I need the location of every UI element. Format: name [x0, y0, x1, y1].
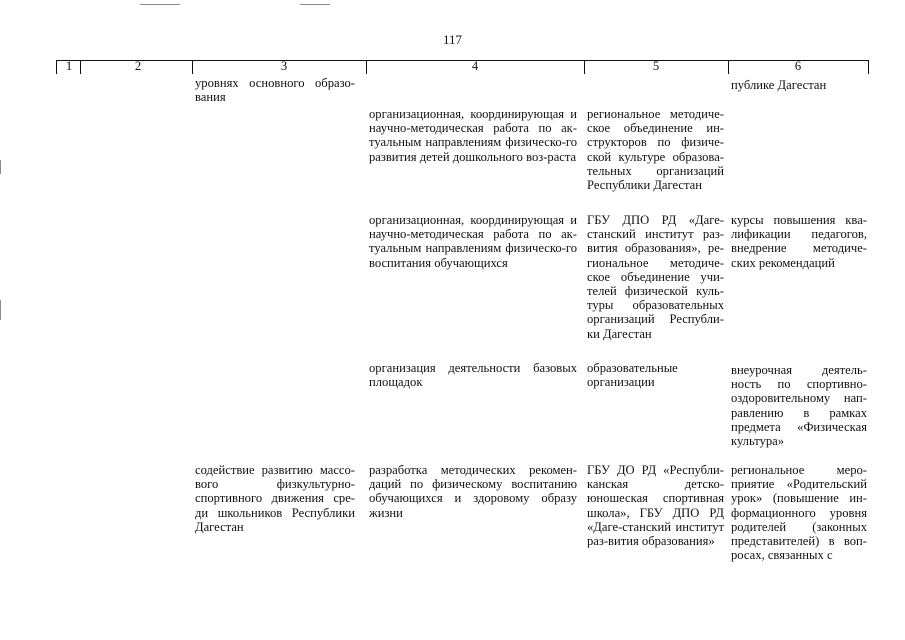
scan-artifact: [0, 160, 1, 174]
cell-activity: организационная, координирующая и научно-методическая работа по ак-туальным направлениям физическо-го воспитания обучающихся: [369, 213, 577, 270]
cell-result: публике Дагестан: [731, 78, 827, 92]
column-number-3: 3: [280, 59, 288, 73]
cell-executor: региональное методиче-ское объединение ин-структоров по физиче-ской культуре образова-тельных организаций Республики Дагестан: [587, 107, 724, 193]
column-number-1: 1: [65, 59, 73, 73]
cell-direction: уровнях основного образо-вания: [195, 76, 355, 105]
cell-executor: ГБУ ДПО РД «Даге-станский институт раз-вития образования», ре-гиональное методиче-ское объединение учи-телей физической куль-туры образовательных организаций Республи-ки Дагестан: [587, 213, 724, 341]
cell-direction: содействие развитию массо-вого физкультурно-спортивного движения сре-ди школьников Республики Дагестан: [195, 463, 355, 534]
scan-artifact: [0, 300, 1, 320]
cell-activity: организационная, координирующая и научно-методическая работа по ак-туальным направлениям физическо-го развития детей дошкольного воз-раста: [369, 107, 577, 164]
column-number-2: 2: [134, 59, 142, 73]
column-number-5: 5: [652, 59, 660, 73]
cell-result: региональное меро-приятие «Родительский урок» (повышение ин-формационного уровня родителей (законных представителей) в воп-росах, связанных с: [731, 463, 867, 563]
cell-executor: образовательные организации: [587, 361, 678, 390]
col-divider: [868, 60, 869, 74]
page-number: 117: [442, 32, 463, 47]
cell-activity: разработка методических рекомен-даций по физическому воспитанию обучающихся и здоровому образу жизни: [369, 463, 577, 520]
cell-activity: организация деятельности базовых площадок: [369, 361, 577, 390]
cell-result: курсы повышения ква-лификации педагогов, внедрение методиче-ских рекомендаций: [731, 213, 867, 270]
column-number-4: 4: [471, 59, 479, 73]
scan-artifact: [140, 4, 180, 5]
cell-executor: ГБУ ДО РД «Республи-канская детско-юношеская спортивная школа», ГБУ ДПО РД «Даге-станский институт раз-вития образования»: [587, 463, 724, 549]
col-divider: [366, 60, 367, 74]
cell-result: внеурочная деятель-ность по спортивно-оздоровительному нап-равлению в рамках предмета «Физическая культура»: [731, 363, 867, 449]
col-divider: [584, 60, 585, 74]
col-divider: [192, 60, 193, 74]
col-divider: [728, 60, 729, 74]
column-number-6: 6: [794, 59, 802, 73]
scan-artifact: [300, 4, 330, 5]
